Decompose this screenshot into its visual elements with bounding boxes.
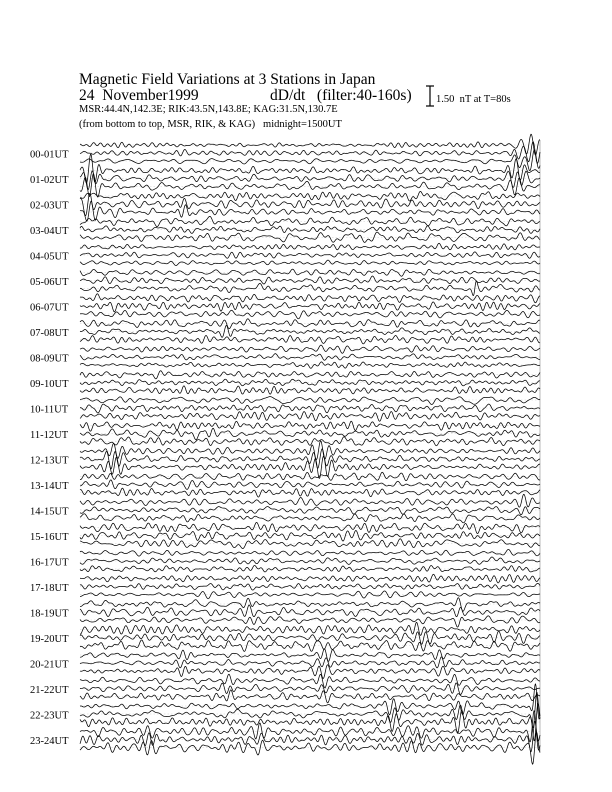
trace-kag [80, 522, 540, 533]
trace-rik [80, 480, 540, 489]
hour-label: 16-17UT [30, 557, 69, 569]
trace-kag [80, 134, 540, 155]
trace-kag [80, 549, 540, 556]
hour-label: 17-18UT [30, 583, 69, 594]
trace-msr [80, 665, 540, 679]
trace-msr [80, 732, 540, 764]
hour-label: 18-19UT [30, 608, 69, 620]
trace-msr [80, 335, 540, 343]
trace-msr [80, 310, 540, 319]
trace-kag [80, 494, 540, 507]
trace-rik [80, 354, 540, 361]
trace-kag [80, 191, 540, 201]
hour-label: 04-05UT [30, 251, 69, 263]
trace-msr [80, 488, 540, 497]
trace-rik [80, 428, 540, 440]
trace-msr [80, 281, 540, 296]
trace-kag [80, 243, 540, 250]
trace-rik [80, 531, 540, 542]
trace-rik [80, 302, 540, 312]
trace-msr [80, 412, 540, 422]
trace-kag [80, 421, 540, 431]
trace-rik [80, 325, 540, 337]
trace-rik [80, 557, 540, 564]
chart-filter: dD/dt (filter:40-160s) [270, 87, 412, 104]
trace-kag [80, 345, 540, 353]
chart-date: 24 November1999 [79, 87, 199, 104]
trace-msr [80, 437, 540, 446]
trace-kag [80, 472, 540, 480]
trace-kag [80, 649, 540, 662]
trace-msr [80, 539, 540, 549]
station-order-note: (from bottom to top, MSR, RIK, & KAG) midnight=1500UT [79, 119, 342, 130]
hour-label: 03-04UT [30, 226, 69, 237]
trace-msr [80, 386, 540, 394]
trace-rik [80, 605, 540, 617]
trace-msr [80, 232, 540, 242]
trace-msr [80, 690, 540, 703]
trace-kag [80, 397, 540, 405]
scale-bar [426, 86, 434, 106]
hour-label: 14-15UT [30, 506, 69, 518]
trace-msr [80, 640, 540, 651]
trace-kag [80, 294, 540, 303]
trace-msr [80, 703, 540, 741]
hour-label: 09-10UT [30, 379, 69, 390]
trace-kag [80, 216, 540, 226]
station-traces [80, 134, 540, 764]
trace-rik [80, 657, 540, 668]
trace-rik [80, 276, 540, 284]
hour-labels [30, 150, 69, 748]
hour-label: 00-01UT [30, 149, 69, 161]
hour-label: 05-06UT [30, 277, 69, 288]
trace-rik [80, 721, 540, 751]
chart-title: Magnetic Field Variations at 3 Stations in Japan [79, 71, 376, 88]
hour-label: 01-02UT [30, 175, 69, 186]
hour-label: 02-03UT [30, 200, 69, 212]
trace-rik [80, 226, 540, 234]
trace-kag [80, 574, 540, 583]
trace-kag [80, 622, 540, 635]
hour-label: 21-22UT [30, 685, 69, 696]
plot-grid [80, 140, 540, 752]
trace-msr [80, 616, 540, 627]
trace-rik [80, 583, 540, 590]
trace-kag [80, 269, 540, 276]
hour-label: 15-16UT [30, 532, 69, 543]
station-coordinates: MSR:44.4N,142.3E; RIK:43.5N,143.8E; KAG:31.5N,130.7E [79, 104, 338, 115]
trace-rik [80, 252, 540, 258]
hour-label: 10-11UT [30, 404, 69, 416]
trace-kag [80, 441, 540, 460]
trace-msr [80, 591, 540, 599]
trace-rik [80, 379, 540, 386]
trace-rik [80, 507, 540, 515]
trace-kag [80, 371, 540, 379]
hour-label: 13-14UT [30, 481, 69, 492]
hour-label: 08-09UT [30, 353, 69, 365]
trace-msr [80, 260, 540, 265]
hour-label: 11-12UT [30, 430, 69, 441]
hour-label: 07-08UT [30, 328, 69, 339]
trace-kag [80, 154, 540, 183]
trace-kag [80, 319, 540, 329]
trace-kag [80, 674, 540, 688]
hour-label: 06-07UT [30, 302, 69, 314]
hour-label: 19-20UT [30, 634, 69, 645]
hour-label: 23-24UT [30, 736, 69, 747]
hour-label: 22-23UT [30, 710, 69, 722]
trace-kag [80, 711, 540, 742]
trace-rik [80, 683, 540, 695]
trace-msr [80, 362, 540, 368]
trace-msr [80, 565, 540, 571]
trace-rik [80, 404, 540, 413]
hour-label: 20-21UT [30, 659, 69, 671]
trace-rik [80, 631, 540, 644]
hour-label: 12-13UT [30, 455, 69, 467]
scale-bar-label: 1.50 nT at T=80s [436, 94, 511, 105]
trace-msr [80, 514, 540, 523]
